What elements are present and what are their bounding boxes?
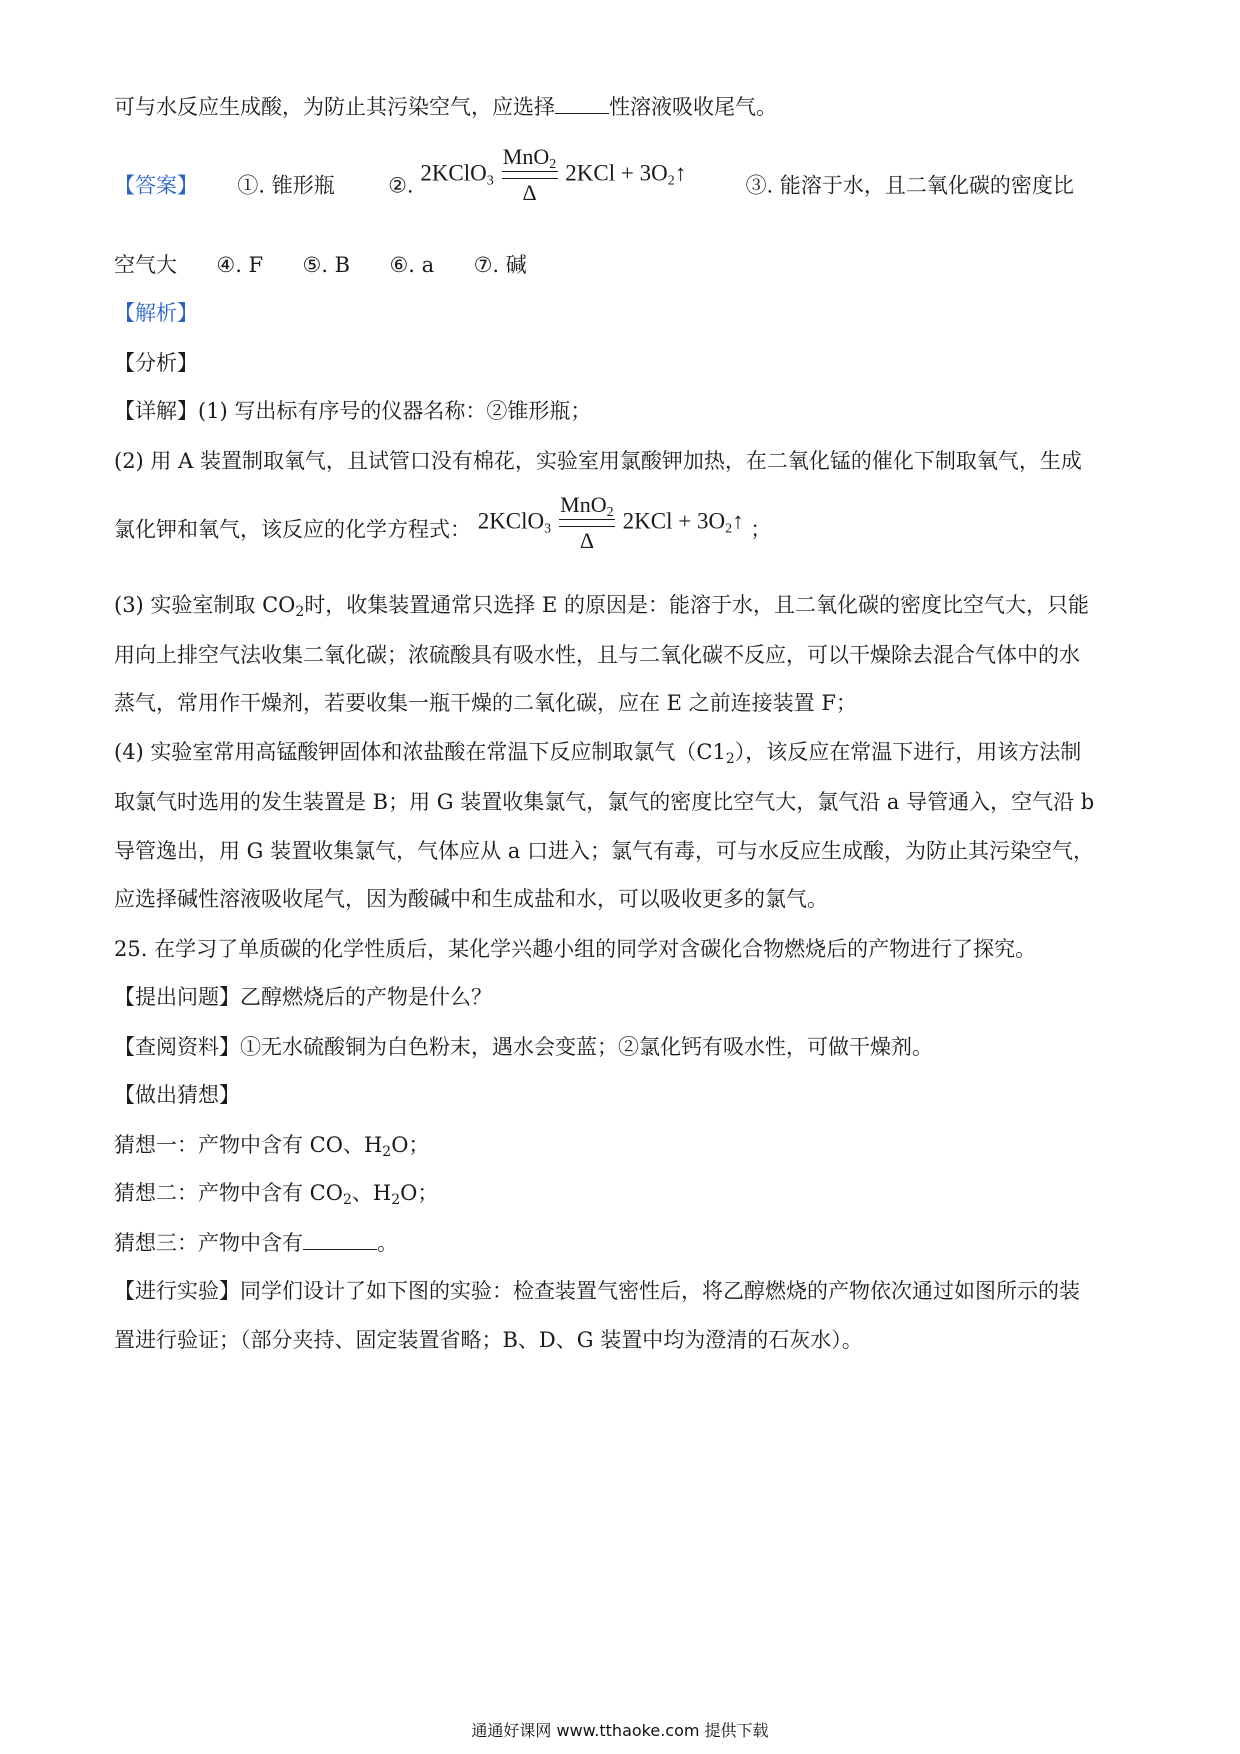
text-line-3 (114, 250, 1134, 280)
text-line-1 (114, 92, 1134, 122)
text: 猜想三：产物中含有 (114, 1231, 303, 1255)
detail-line-7 (114, 737, 1134, 767)
sub: 2 (342, 1192, 352, 1208)
eq-catalyst: MnO (560, 492, 607, 517)
eq-catalyst-sub: 2 (606, 505, 614, 520)
sub: 2 (295, 604, 305, 620)
text: (3) 实验室制取 CO (114, 593, 296, 617)
text: ； (750, 517, 772, 542)
chayue-ziliao: 【查阅资料】①无水硫酸铜为白色粉末，遇水会变蓝；②氯化钙有吸水性，可做干燥剂。 (114, 1035, 933, 1059)
text: 猜想一：产物中含有 CO、H (114, 1133, 383, 1157)
zuochu-caixiang: 【做出猜想】 (114, 1083, 240, 1107)
answer-tag: 【答案】 (114, 173, 198, 198)
text: O； (391, 1133, 430, 1157)
eq-condition (557, 492, 617, 554)
text: (4) 实验室常用高锰酸钾固体和浓盐酸在常温下反应制取氯气（C1 (114, 740, 726, 764)
eq-arrow: ↑ (732, 508, 744, 534)
guess-2 (114, 1178, 1134, 1208)
eq-catalyst: MnO (502, 144, 550, 169)
eq-equal-bars (502, 171, 558, 179)
detail-line-2: (2) 用 A 装置制取氧气，且试管口没有棉花，实验室用氯酸钾加热，在二氧化锰的催化下制取氧气，生成 (114, 449, 1082, 473)
eq-right-sub: 2 (667, 173, 675, 189)
tichu-wenti: 【提出问题】乙醇燃烧后的产物是什么？ (114, 985, 492, 1009)
answer-7: ⑦. 碱 (473, 253, 527, 277)
chemical-equation-answer (420, 144, 686, 206)
answer-4: ④. F (216, 253, 264, 277)
jinxing-shiyan-2: 置进行验证；（部分夹持、固定装置省略；B、D、G 装置中均为澄清的石灰水）。 (114, 1328, 863, 1352)
question-25: 25. 在学习了单质碳的化学性质后，某化学兴趣小组的同学对含碳化合物燃烧后的产物进行了探究。 (114, 937, 1037, 961)
detail-line-8: 取氯气时选用的发生装置是 B；用 G 装置收集氯气，氯气的密度比空气大，氯气沿 a 导管通入，空气沿 b (114, 790, 1095, 814)
text: 氯化钾和氧气，该反应的化学方程式： (114, 517, 471, 542)
text: 时，收集装置通常只选择 E 的原因是：能溶于水，且二氧化碳的密度比空气大，只能 (304, 593, 1089, 617)
eq-left-sub: 3 (486, 173, 494, 189)
text: O； (400, 1181, 439, 1205)
eq-left-sub: 3 (544, 521, 552, 537)
eq-left: 2KClO (420, 160, 487, 186)
detail-line-4 (114, 590, 1134, 620)
fenxi-tag: 【分析】 (114, 351, 198, 375)
text: 。 (377, 1231, 398, 1255)
eq-equal-bars (559, 519, 615, 527)
text: 性溶液吸收尾气。 (609, 95, 777, 119)
detail-line-9: 导管逸出，用 G 装置收集氯气，气体应从 a 口进入；氯气有毒，可与水反应生成酸，为防止其污染空气， (114, 839, 1094, 863)
sub: 2 (391, 1192, 401, 1208)
answer-1: ①. 锥形瓶 (237, 173, 335, 198)
answer-line (114, 144, 1134, 216)
jiexi-tag: 【解析】 (114, 301, 198, 325)
text: 、H (351, 1181, 392, 1205)
eq-arrow: ↑ (674, 160, 687, 186)
detail-line-10: 应选择碱性溶液吸收尾气，因为酸碱中和生成盐和水，可以吸收更多的氯气。 (114, 887, 828, 911)
chemical-equation-detail (478, 492, 744, 554)
footer-watermark: 通通好课网 www.tthaoke.com 提供下载 (471, 1721, 769, 1740)
answer-3: ③. 能溶于水，且二氧化碳的密度比 (745, 173, 1074, 198)
eq-left: 2KClO (477, 508, 545, 534)
text: 空气大 (114, 253, 177, 277)
eq-right: 2KCl + 3O (565, 160, 668, 186)
detail-line-1: 【详解】(1) 写出标有序号的仪器名称：②锥形瓶； (114, 399, 592, 423)
guess-3 (114, 1228, 1134, 1258)
text: ），该反应在常温下进行，用该方法制 (734, 740, 1082, 764)
eq-right-sub: 2 (725, 521, 733, 537)
answer-5: ⑤. B (302, 253, 351, 277)
eq-heat: Δ (522, 180, 537, 205)
text: 猜想二：产物中含有 CO (114, 1181, 343, 1205)
detail-line-5: 用向上排空气法收集二氧化碳；浓硫酸具有吸水性，且与二氧化碳不反应，可以干燥除去混合气体中的水 (114, 643, 1080, 667)
jinxing-shiyan: 【进行实验】同学们设计了如下图的实验：检查装置气密性后，将乙醇燃烧的产物依次通过如图所示的装 (114, 1279, 1080, 1303)
guess-1 (114, 1130, 1134, 1160)
answer-blank (303, 1229, 377, 1250)
sub: 2 (382, 1144, 392, 1160)
eq-condition (500, 144, 560, 206)
eq-heat: Δ (579, 528, 594, 553)
detail-line-6: 蒸气，常用作干燥剂，若要收集一瓶干燥的二氧化碳，应在 E 之前连接装置 F； (114, 691, 857, 715)
text: 可与水反应生成酸，为防止其污染空气，应选择 (114, 95, 555, 119)
eq-catalyst-sub: 2 (549, 157, 557, 172)
eq-right: 2KCl + 3O (622, 508, 726, 534)
answer-6: ⑥. a (389, 253, 435, 277)
sub: 2 (725, 751, 735, 767)
answer-blank (555, 93, 609, 114)
answer-2-number: ②. (388, 173, 414, 198)
detail-line-3 (114, 492, 1134, 564)
